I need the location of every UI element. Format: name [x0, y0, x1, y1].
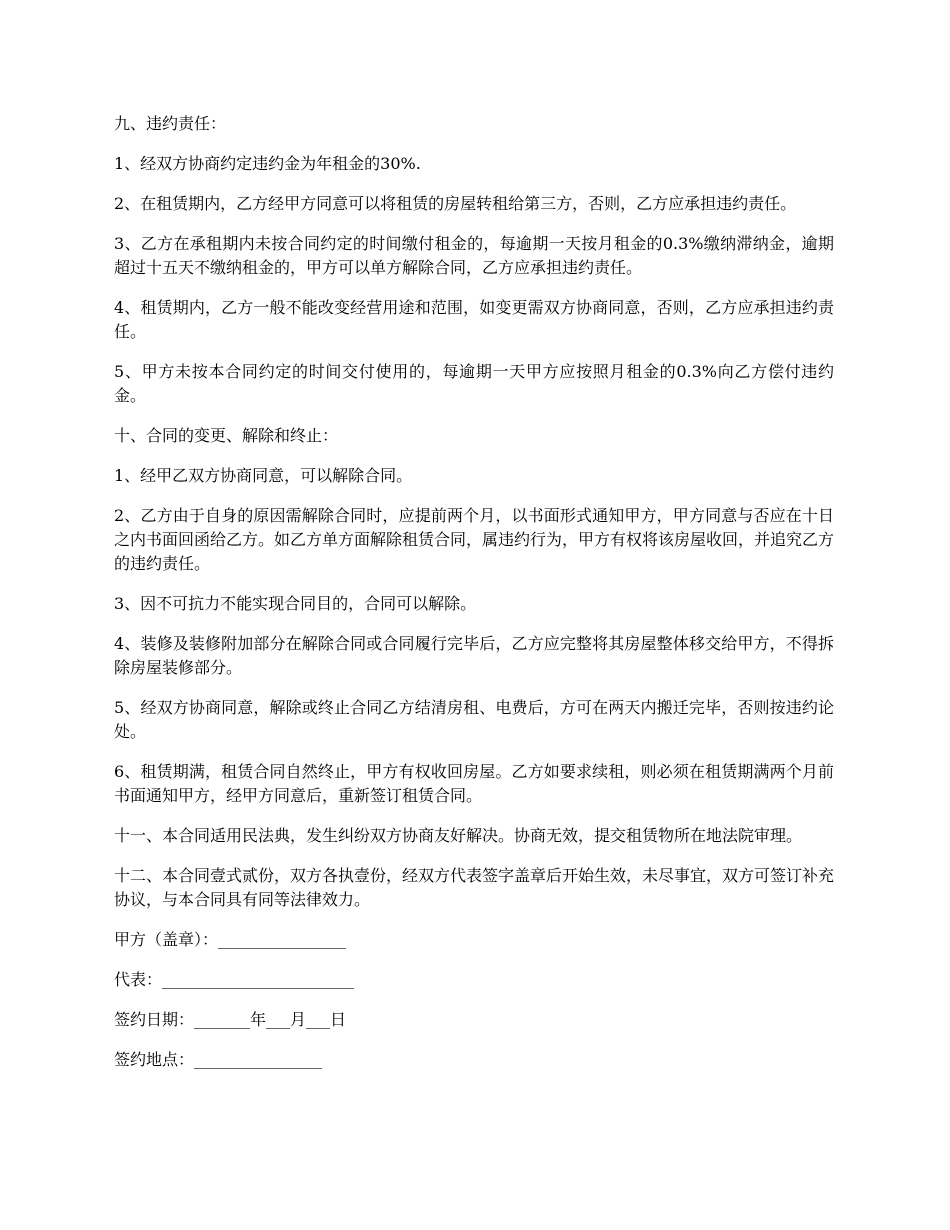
clause-paragraph: 1、经甲乙双方协商同意，可以解除合同。: [114, 466, 413, 485]
clause-paragraph: 1、经双方协商约定违约金为年租金的30%.: [114, 154, 421, 173]
section-heading-change-termination: 十、合同的变更、解除和终止：: [114, 426, 339, 445]
signing-date: 签约日期：_______年___月___日: [114, 1010, 347, 1029]
clause-paragraph: 4、租赁期内，乙方一般不能改变经营用途和范围，如变更需双方协商同意，否则，乙方应承担违约责任。: [114, 298, 834, 341]
contract-page: [114, 112, 834, 1088]
clause-paragraph: 2、乙方由于自身的原因需解除合同时，应提前两个月，以书面形式通知甲方，甲方同意与否应在十日之内书面回函给乙方。如乙方单方面解除租赁合同，属违约行为，甲方有权将该房屋收回，并追究乙方的违约责任。: [114, 506, 835, 573]
signature-representative: 代表：________________________: [114, 970, 355, 989]
signature-party-a-seal: 甲方（盖章）：________________: [114, 930, 347, 949]
section-applicable-law: 十一、本合同适用民法典，发生纠纷双方协商友好解决。协商无效，提交租赁物所在地法院审理。: [114, 826, 803, 845]
clause-paragraph: 6、租赁期满，租赁合同自然终止，甲方有权收回房屋。乙方如要求续租，则必须在租赁期满两个月前书面通知甲方，经甲方同意后，重新签订租赁合同。: [114, 762, 834, 805]
clause-paragraph: 4、装修及装修附加部分在解除合同或合同履行完毕后，乙方应完整将其房屋整体移交给甲方，不得拆除房屋装修部分。: [114, 634, 834, 677]
section-heading-breach-liability: 九、违约责任：: [114, 114, 227, 133]
clause-paragraph: 3、乙方在承租期内未按合同约定的时间缴付租金的，每逾期一天按月租金的0.3%缴纳滞纳金，逾期超过十五天不缴纳租金的，甲方可以单方解除合同，乙方应承担违约责任。: [114, 234, 834, 277]
clause-paragraph: 3、因不可抗力不能实现合同目的，合同可以解除。: [114, 594, 477, 613]
section-copies-effect: 十二、本合同壹式贰份，双方各执壹份，经双方代表签字盖章后开始生效，未尽事宜，双方可签订补充协议，与本合同具有同等法律效力。: [114, 866, 835, 909]
signing-location: 签约地点：________________: [114, 1050, 323, 1069]
clause-paragraph: 5、经双方协商同意，解除或终止合同乙方结清房租、电费后，方可在两天内搬迁完毕，否则按违约论处。: [114, 698, 834, 741]
clause-paragraph: 2、在租赁期内，乙方经甲方同意可以将租赁的房屋转租给第三方，否则，乙方应承担违约责任。: [114, 194, 797, 213]
clause-paragraph: 5、甲方未按本合同约定的时间交付使用的，每逾期一天甲方应按照月租金的0.3%向乙方偿付违约金。: [114, 362, 834, 405]
